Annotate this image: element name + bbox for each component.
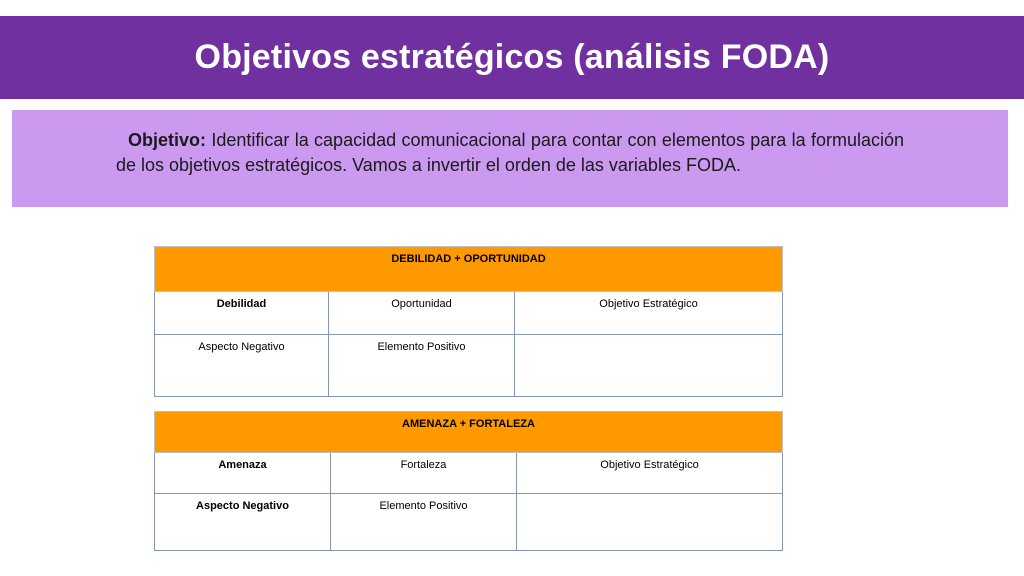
slide-title: Objetivos estratégicos (análisis FODA) bbox=[194, 38, 830, 76]
column-debilidad: Debilidad bbox=[155, 292, 329, 335]
table-header: AMENAZA + FORTALEZA bbox=[155, 412, 783, 453]
objective-text: Identificar la capacidad comunicacional para contar con elementos para la formulación de los objetivos estratégicos. Vamos a invertir el orden de las variables FODA. bbox=[116, 130, 904, 175]
cell-objetivo-empty bbox=[515, 335, 783, 397]
objective-paragraph bbox=[116, 128, 904, 178]
table-header: DEBILIDAD + OPORTUNIDAD bbox=[155, 247, 783, 292]
cell-objetivo-empty bbox=[517, 494, 783, 551]
objective-box bbox=[12, 110, 1008, 207]
column-oportunidad: Oportunidad bbox=[329, 292, 515, 335]
title-bar bbox=[0, 16, 1024, 99]
column-objetivo-estrategico: Objetivo Estratégico bbox=[515, 292, 783, 335]
table-debilidad-oportunidad bbox=[154, 246, 783, 397]
cell-aspecto-negativo: Aspecto Negativo bbox=[155, 335, 329, 397]
column-fortaleza: Fortaleza bbox=[331, 453, 517, 494]
cell-aspecto-negativo: Aspecto Negativo bbox=[155, 494, 331, 551]
table-amenaza-fortaleza bbox=[154, 411, 783, 551]
cell-elemento-positivo: Elemento Positivo bbox=[331, 494, 517, 551]
objective-label: Objetivo: bbox=[128, 130, 207, 150]
column-objetivo-estrategico: Objetivo Estratégico bbox=[517, 453, 783, 494]
cell-elemento-positivo: Elemento Positivo bbox=[329, 335, 515, 397]
column-amenaza: Amenaza bbox=[155, 453, 331, 494]
